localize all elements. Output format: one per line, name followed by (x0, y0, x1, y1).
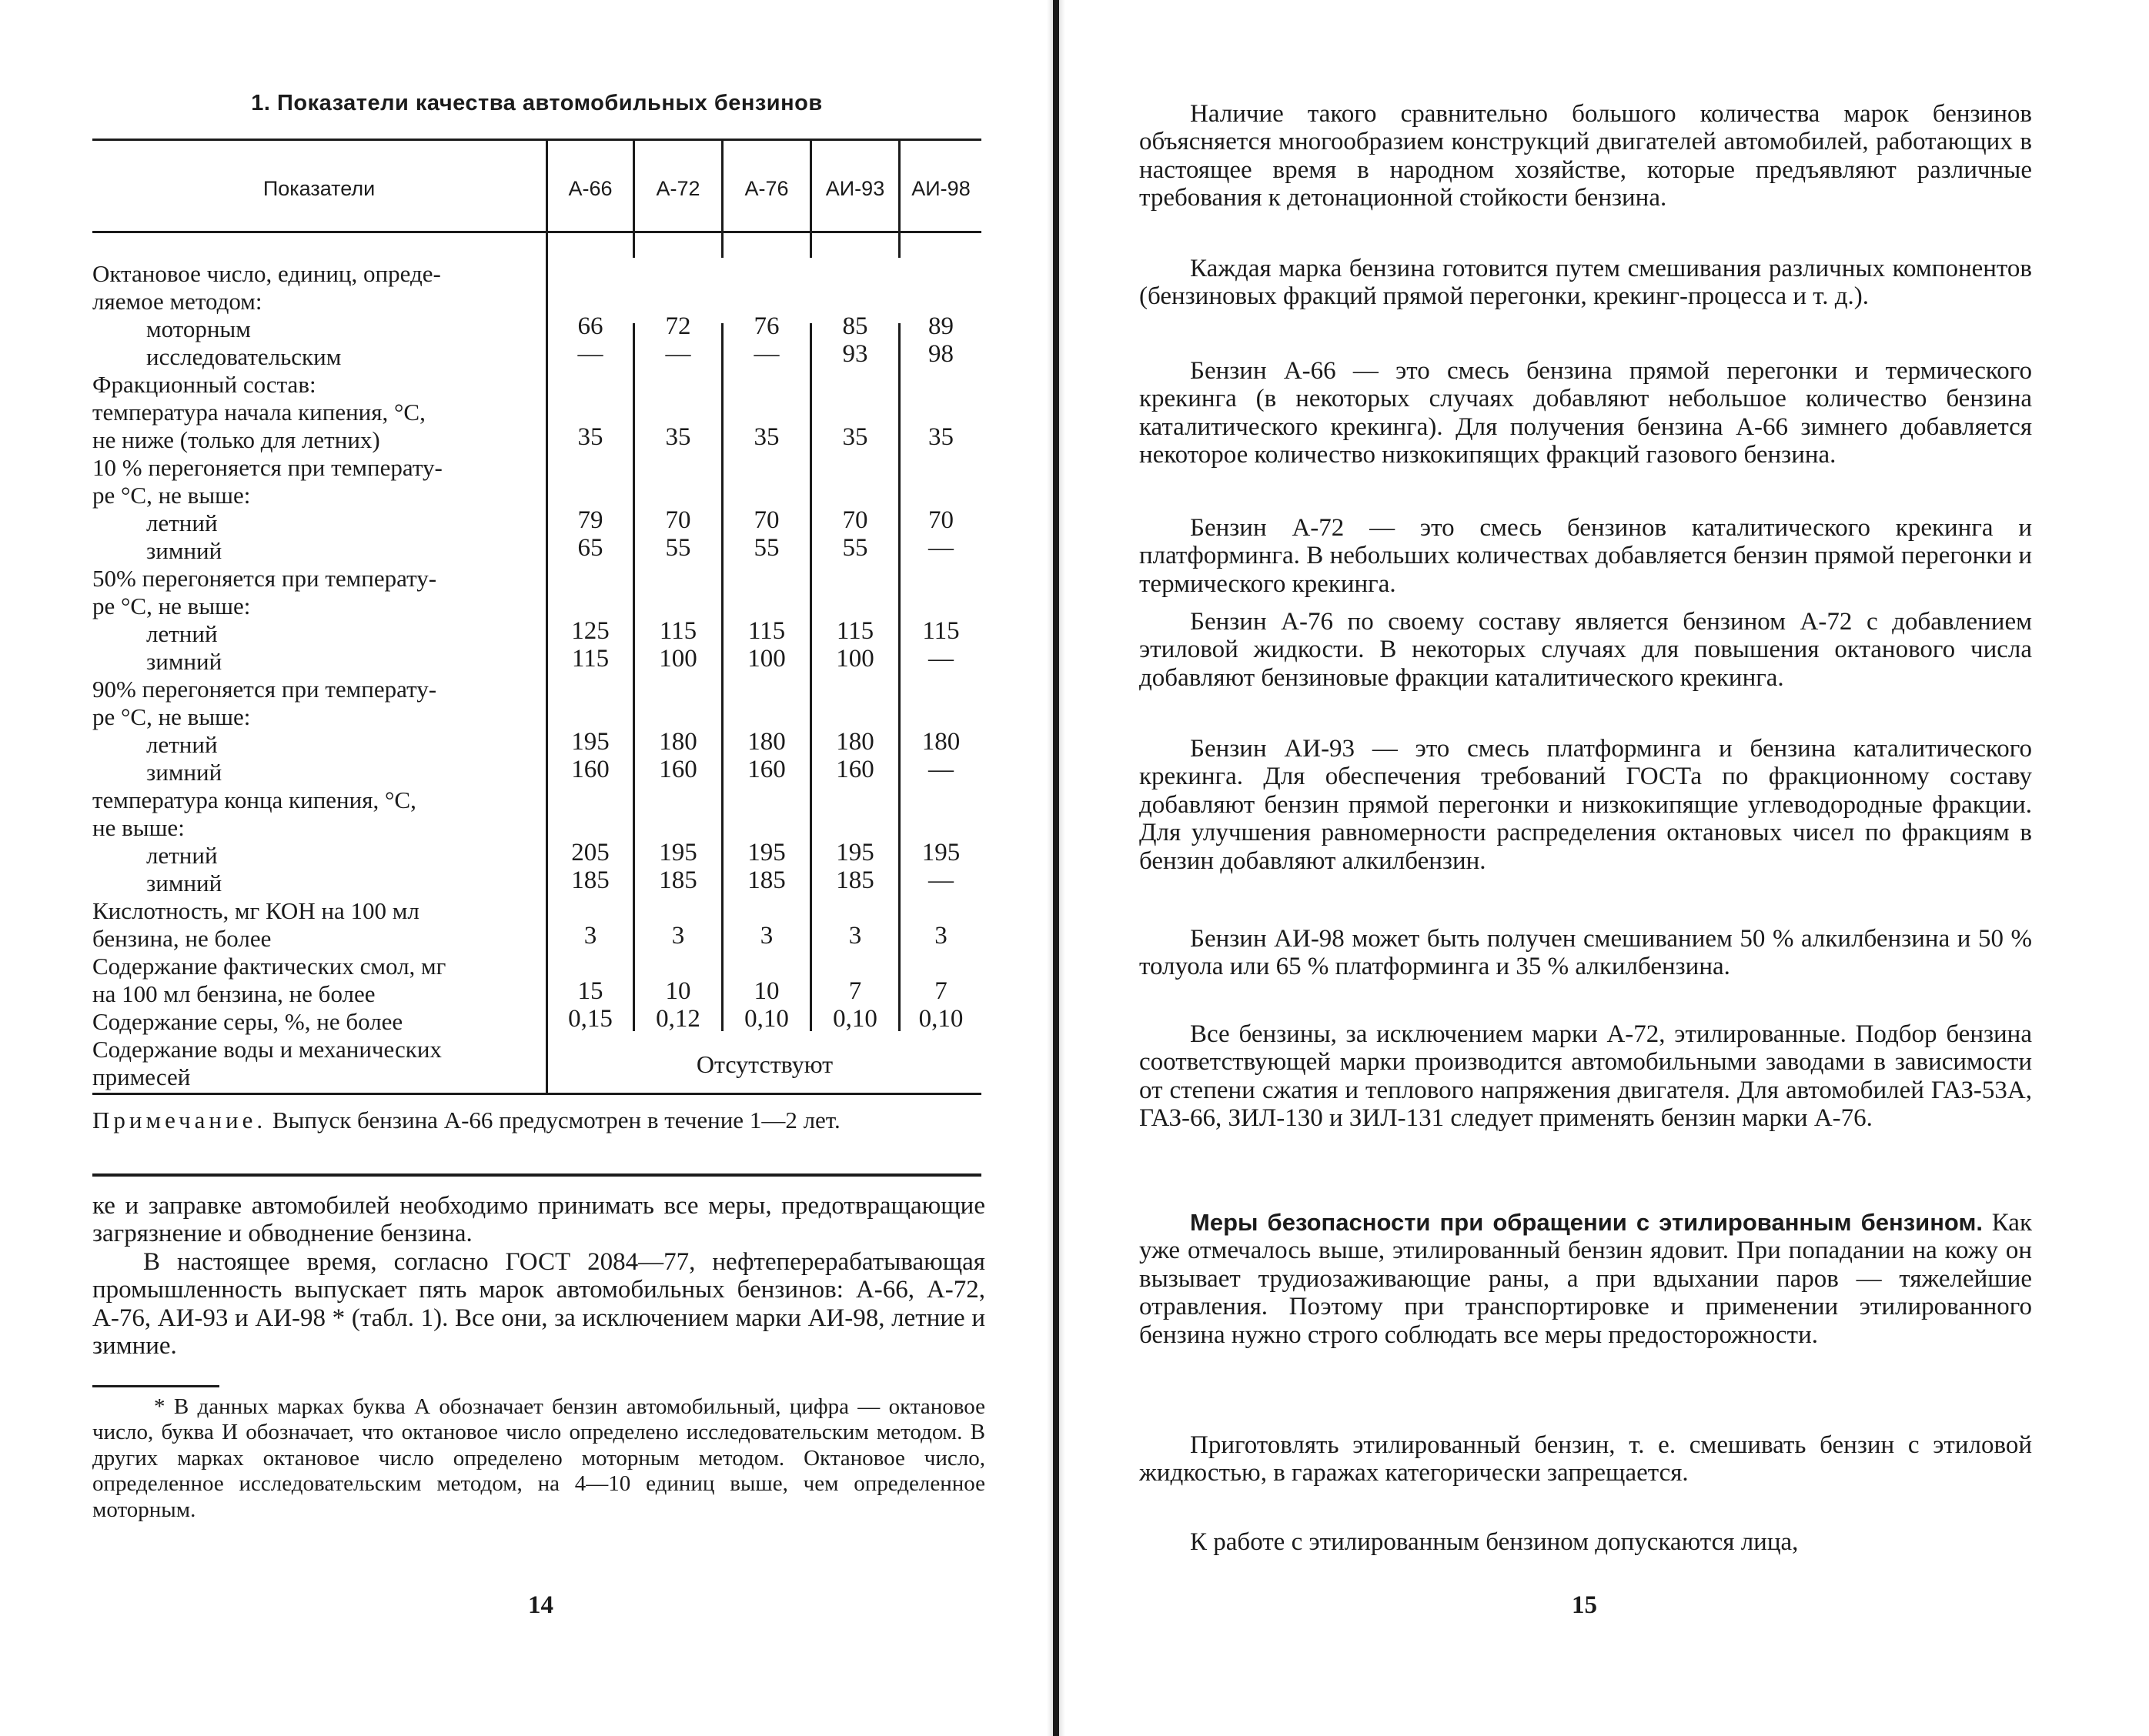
table-cell: 10 (754, 977, 780, 1005)
body-paragraph: К работе с этилированным бензином допускаются лица, (1190, 1528, 1799, 1556)
row-label: Октановое число, единиц, опреде- (92, 260, 441, 287)
footnote-rule (92, 1385, 219, 1387)
row-label: не выше: (92, 814, 185, 841)
table-cell: 195 (836, 839, 874, 866)
table-header-col-a66: А-66 (568, 176, 613, 200)
table-cell: 35 (665, 423, 691, 451)
safety-text: Как уже отмечалось выше, этилированный бензин ядовит. При попадании на кожу он вызывает трудиозаживающие раны, а при вдыхании паров — тяжелейшие отравления. Поэтому при транспортировке и применении этилированного бензина нужно строго соблюдать все меры предосторожности. (1139, 1209, 2032, 1349)
table-cell: 115 (836, 617, 874, 645)
table-cell: 98 (928, 340, 954, 368)
table-cell: 185 (747, 866, 786, 894)
row-label: ре °С, не выше: (92, 593, 251, 619)
table-cell: 115 (659, 617, 697, 645)
row-label: 10 % перегоняется при температу- (92, 454, 443, 481)
body-paragraph: Бензин АИ-98 может быть получен смешиванием 50 % алкилбензина и 50 % толуола или 65 % платформинга и 35 % алкилбензина. (1139, 925, 2032, 981)
table-cell: 55 (842, 534, 868, 562)
table-merged-value: Отсутствуют (696, 1050, 834, 1078)
body-paragraph: Каждая марка бензина готовится путем смешивания различных компонентов (бензиновых фракций прямой перегонки, крекинг-процесса и т. д.). (1139, 255, 2032, 311)
body-paragraph: Бензин А-76 по своему составу является бензином А-72 с добавлением этиловой жидкости. В некоторых случаях для повышения октанового числа добавляют бензиновые фракции каталитического крекинга. (1139, 608, 2032, 692)
table-cell: 180 (921, 728, 961, 756)
row-label: ляемое методом: (92, 288, 262, 315)
table-header-col-a72: А-72 (656, 176, 700, 200)
table-cell: 195 (747, 839, 786, 866)
table-cell: 15 (577, 977, 603, 1005)
table-cell: 0,10 (918, 1005, 964, 1033)
table-cell: — (928, 645, 954, 673)
table-cell: 115 (571, 645, 610, 673)
footnote: * В данных марках буква А обозначает бензин автомобильный, цифра — октановое число, буква И обозначает, что октановое число определено исследовательским методом. В других марках октановое число определено моторным методом. Октановое число, определенное исследовательским методом, на 4—10 единиц выше, чем определенное моторным. (92, 1394, 985, 1522)
row-label: 50% перегоняется при температу- (92, 565, 437, 592)
row-label: зимний (146, 759, 222, 786)
right-page (1065, 0, 2149, 1736)
page-number: 14 (528, 1591, 553, 1619)
row-label: Содержание воды и механических (92, 1036, 442, 1063)
table-bottom-rule (92, 1093, 981, 1095)
table-cell: 180 (836, 728, 874, 756)
table-cell: 3 (760, 922, 774, 950)
table-cell: 205 (571, 839, 610, 866)
row-label: не ниже (только для летних) (92, 426, 380, 453)
body-paragraph: ке и заправке автомобилей необходимо принимать все меры, предотвращающие загрязнение и обводнение бензина. (92, 1192, 985, 1248)
row-label: Содержание фактических смол, мг (92, 953, 446, 980)
body-paragraph: Бензин А-72 — это смесь бензинов каталитического крекинга и платформинга. В небольших количествах добавляется бензин прямой перегонки и термического крекинга. (1139, 514, 2032, 598)
table-cell: 55 (754, 534, 780, 562)
row-label: зимний (146, 870, 222, 896)
table-cell: 65 (577, 534, 603, 562)
table-cell: 185 (836, 866, 874, 894)
row-label: Кислотность, мг КОН на 100 мл (92, 897, 419, 924)
table-header-col-ai98: АИ-98 (911, 176, 971, 200)
row-label: температура конца кипения, °С, (92, 786, 416, 813)
safety-heading: Меры безопасности при обращении с этилированным бензином. (1190, 1209, 1984, 1236)
table-cell: 70 (928, 506, 954, 534)
row-label: на 100 мл бензина, не более (92, 980, 376, 1007)
row-label: исследовательским (146, 343, 342, 370)
table-cell: 160 (571, 756, 610, 783)
table-cell: 195 (921, 839, 961, 866)
table-cell: 100 (836, 645, 874, 673)
left-page (0, 0, 1047, 1736)
table-cell: 89 (928, 312, 954, 340)
table-cell: 180 (659, 728, 697, 756)
note-text: Выпуск бензина А-66 предусмотрен в течение 1—2 лет. (272, 1107, 841, 1133)
table-cell: 55 (665, 534, 691, 562)
table-cell: 195 (659, 839, 697, 866)
row-label: летний (146, 620, 218, 647)
row-label: температура начала кипения, °С, (92, 399, 426, 426)
note-label: Примечание. (92, 1107, 267, 1133)
table-cell: 3 (934, 922, 947, 950)
table-cell: — (928, 866, 954, 894)
table-cell: 7 (934, 977, 947, 1005)
table-cell: 76 (754, 312, 780, 340)
row-label: бензина, не более (92, 925, 272, 952)
row-label: 90% перегоняется при температу- (92, 676, 437, 703)
row-label: летний (146, 842, 218, 869)
row-label: моторным (146, 315, 251, 342)
table-cell: 0,12 (656, 1005, 700, 1033)
table-cell: 100 (659, 645, 697, 673)
table-cell: 185 (659, 866, 697, 894)
table-cell: 93 (842, 340, 868, 368)
row-label: летний (146, 509, 218, 536)
table-cell: 195 (571, 728, 610, 756)
row-label: ре °С, не выше: (92, 482, 251, 509)
row-label: летний (146, 731, 218, 758)
safety-paragraph (1139, 1209, 2032, 1349)
table-header-col-a76: А-76 (744, 176, 789, 200)
table-cell: 3 (583, 922, 597, 950)
table-cell: 66 (577, 312, 603, 340)
table-cell: 7 (848, 977, 862, 1005)
row-label: примесей (92, 1063, 191, 1090)
body-paragraph: Наличие такого сравнительно большого количества марок бензинов объясняется многообразием конструкций двигателей автомобилей, работающих в настоящее время в народном хозяйстве, которые предъявляют различные требования к детонационной стойкости бензина. (1139, 100, 2032, 212)
row-label: зимний (146, 648, 222, 675)
table-cell: — (577, 340, 603, 368)
body-paragraph: В настоящее время, согласно ГОСТ 2084—77, нефтеперерабатывающая промышленность выпускает пять марок автомобильных бензинов: А-66, А-72, А-76, АИ-93 и АИ-98 * (табл. 1). Все они, за исключением марки АИ-98, летние и зимние. (92, 1248, 985, 1360)
body-paragraph: Бензин АИ-93 — это смесь платформинга и бензина каталитического крекинга. Для обеспечения требований ГОСТа по фракционному составу добавляют бензин прямой перегонки и низкокипящие углеводородные фракции. Для улучшения равномерности распределения октановых чисел по фракциям в бензин добавляют алкилбензин. (1139, 735, 2032, 875)
table-cell: 0,10 (833, 1005, 877, 1033)
row-label: ре °С, не выше: (92, 703, 251, 730)
table-cell: 35 (754, 423, 780, 451)
body-paragraph: Все бензины, за исключением марки А-72, этилированные. Подбор бензина соответствующей марки производится автомобильными заводами в зависимости от степени сжатия и теплового напряжения двигателя. Для автомобилей ГАЗ-53А, ГАЗ-66, ЗИЛ-130 и ЗИЛ-131 следует применять бензин марки А-76. (1139, 1020, 2032, 1133)
table-cell: 180 (747, 728, 786, 756)
body-paragraph: Приготовлять этилированный бензин, т. е. смешивать бензин с этиловой жидкостью, в гаражах категорически запрещается. (1139, 1431, 2032, 1487)
table-header-col-ai93: АИ-93 (825, 176, 885, 200)
table-cell: 160 (747, 756, 786, 783)
table-cell: 0,10 (744, 1005, 789, 1033)
table-cell: 85 (842, 312, 868, 340)
table-cell: 10 (665, 977, 691, 1005)
table-cell: 70 (842, 506, 868, 534)
table-cell: 3 (848, 922, 862, 950)
book-spine (1053, 0, 1059, 1736)
row-label: Содержание серы, %, не более (92, 1008, 403, 1035)
table-cell: — (928, 756, 954, 783)
table-cell: 3 (671, 922, 685, 950)
table-cell: 185 (571, 866, 610, 894)
table-cell: 160 (659, 756, 697, 783)
table-cell: 79 (577, 506, 603, 534)
page-number: 15 (1572, 1591, 1597, 1619)
table-cell: 72 (665, 312, 691, 340)
table-note (92, 1107, 985, 1134)
body-paragraph: Бензин А-66 — это смесь бензина прямой перегонки и термического крекинга (в некоторых случаях добавляют небольшое количество бензина каталитического крекинга). Для получения бензина А-66 зимнего добавляется некоторое количество низкокипящих фракций газового бензина. (1139, 357, 2032, 469)
table-cell: 160 (836, 756, 874, 783)
table-cell: — (665, 340, 691, 368)
table-cell: 115 (747, 617, 786, 645)
table-header-rule (92, 231, 981, 233)
table-cell: 100 (747, 645, 786, 673)
table-cell: — (928, 534, 954, 562)
row-label: зимний (146, 537, 222, 564)
table-cell: 35 (928, 423, 954, 451)
table-cell: 70 (665, 506, 691, 534)
table-title: 1. Показатели качества автомобильных бензинов (251, 91, 823, 115)
note-bottom-rule (92, 1173, 981, 1177)
table-header-label: Показатели (262, 176, 376, 200)
table-cell: 35 (842, 423, 868, 451)
table-cell: 35 (577, 423, 603, 451)
table-cell: 115 (922, 617, 960, 645)
table-cell: 0,15 (568, 1005, 613, 1033)
row-label: Фракционный состав: (92, 371, 316, 398)
table-top-rule (92, 139, 981, 141)
table-cell: 125 (571, 617, 610, 645)
table-cell: — (754, 340, 780, 368)
table-cell: 70 (754, 506, 780, 534)
